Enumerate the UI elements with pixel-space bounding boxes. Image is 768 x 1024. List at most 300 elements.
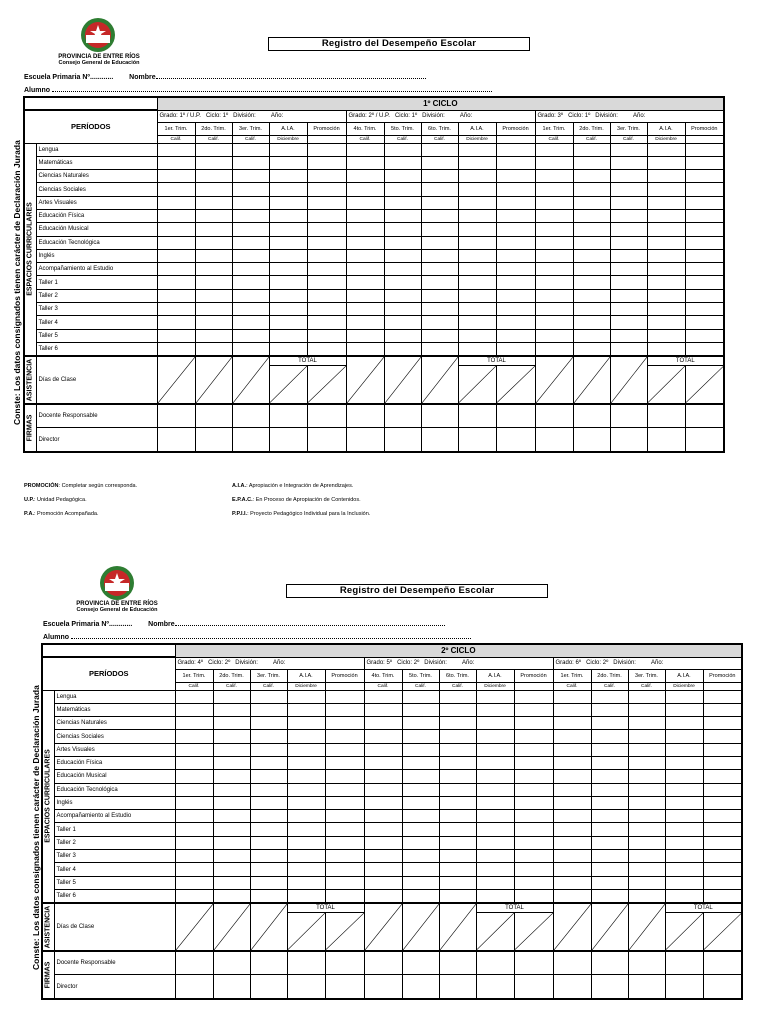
grade-cell[interactable] bbox=[573, 263, 610, 276]
grade-cell[interactable] bbox=[232, 249, 269, 262]
grade-cell[interactable] bbox=[439, 889, 476, 902]
signature-cell[interactable] bbox=[665, 951, 703, 975]
grade-cell[interactable] bbox=[628, 703, 665, 716]
grade-cell[interactable] bbox=[175, 690, 213, 703]
attendance-cell[interactable] bbox=[346, 356, 384, 404]
grade-cell[interactable] bbox=[307, 143, 346, 156]
grade-cell[interactable] bbox=[685, 236, 724, 249]
grade-cell[interactable] bbox=[573, 342, 610, 355]
grade-cell[interactable] bbox=[628, 690, 665, 703]
grade-cell[interactable] bbox=[287, 770, 325, 783]
grade-cell[interactable] bbox=[157, 289, 195, 302]
signature-cell[interactable] bbox=[287, 951, 325, 975]
grade-cell[interactable] bbox=[402, 863, 439, 876]
grade-cell[interactable] bbox=[287, 863, 325, 876]
grade-cell[interactable] bbox=[573, 289, 610, 302]
grade-cell[interactable] bbox=[307, 289, 346, 302]
grade-cell[interactable] bbox=[195, 156, 232, 169]
grade-cell[interactable] bbox=[402, 876, 439, 889]
grade-cell[interactable] bbox=[573, 196, 610, 209]
attendance-cell[interactable] bbox=[439, 903, 476, 951]
grade-cell[interactable] bbox=[496, 236, 535, 249]
grade-cell[interactable] bbox=[364, 770, 402, 783]
grade-cell[interactable] bbox=[232, 342, 269, 355]
grade-cell[interactable] bbox=[346, 316, 384, 329]
grade-cell[interactable] bbox=[553, 690, 591, 703]
signature-cell[interactable] bbox=[346, 428, 384, 452]
grade-cell[interactable] bbox=[232, 289, 269, 302]
grade-cell[interactable] bbox=[591, 823, 628, 836]
grade-cell[interactable] bbox=[269, 143, 307, 156]
grade-cell[interactable] bbox=[553, 703, 591, 716]
grade-cell[interactable] bbox=[421, 342, 458, 355]
grade-cell[interactable] bbox=[476, 863, 514, 876]
grade-cell[interactable] bbox=[287, 783, 325, 796]
grade-cell[interactable] bbox=[458, 209, 496, 222]
attendance-cell[interactable] bbox=[213, 903, 250, 951]
grade-cell[interactable] bbox=[553, 783, 591, 796]
student-field[interactable] bbox=[71, 632, 471, 639]
grade-cell[interactable] bbox=[665, 743, 703, 756]
grade-cell[interactable] bbox=[535, 249, 573, 262]
grade-cell[interactable] bbox=[364, 889, 402, 902]
grade-cell[interactable] bbox=[287, 810, 325, 823]
grade-cell[interactable] bbox=[325, 770, 364, 783]
grade-cell[interactable] bbox=[610, 276, 647, 289]
attendance-cell[interactable] bbox=[573, 356, 610, 404]
grade-cell[interactable] bbox=[458, 249, 496, 262]
grade-cell[interactable] bbox=[514, 810, 553, 823]
grade-cell[interactable] bbox=[307, 196, 346, 209]
grade-cell[interactable] bbox=[269, 342, 307, 355]
grade-cell[interactable] bbox=[703, 690, 742, 703]
grade-cell[interactable] bbox=[213, 850, 250, 863]
grade-cell[interactable] bbox=[439, 876, 476, 889]
signature-cell[interactable] bbox=[496, 404, 535, 428]
grade-cell[interactable] bbox=[325, 863, 364, 876]
grade-cell[interactable] bbox=[685, 342, 724, 355]
signature-cell[interactable] bbox=[346, 404, 384, 428]
grade-cell[interactable] bbox=[232, 196, 269, 209]
grade-cell[interactable] bbox=[346, 209, 384, 222]
grade-cell[interactable] bbox=[703, 796, 742, 809]
grade-cell[interactable] bbox=[232, 276, 269, 289]
grade-cell[interactable] bbox=[195, 183, 232, 196]
grade-cell[interactable] bbox=[232, 170, 269, 183]
signature-cell[interactable] bbox=[421, 404, 458, 428]
grade-cell[interactable] bbox=[610, 289, 647, 302]
grade-cell[interactable] bbox=[157, 183, 195, 196]
grade-cell[interactable] bbox=[269, 249, 307, 262]
grade-cell[interactable] bbox=[553, 863, 591, 876]
grade-cell[interactable] bbox=[535, 342, 573, 355]
signature-cell[interactable] bbox=[325, 975, 364, 999]
grade-cell[interactable] bbox=[213, 863, 250, 876]
grade-cell[interactable] bbox=[458, 236, 496, 249]
grade-cell[interactable] bbox=[496, 316, 535, 329]
grade-cell[interactable] bbox=[439, 850, 476, 863]
grade-cell[interactable] bbox=[553, 810, 591, 823]
grade-cell[interactable] bbox=[458, 342, 496, 355]
grade-cell[interactable] bbox=[628, 796, 665, 809]
signature-cell[interactable] bbox=[269, 428, 307, 452]
grade-cell[interactable] bbox=[195, 303, 232, 316]
grade-cell[interactable] bbox=[325, 836, 364, 849]
signature-cell[interactable] bbox=[364, 951, 402, 975]
grade-cell[interactable] bbox=[287, 703, 325, 716]
grade-cell[interactable] bbox=[703, 823, 742, 836]
grade-cell[interactable] bbox=[553, 796, 591, 809]
grade-cell[interactable] bbox=[213, 796, 250, 809]
grade-cell[interactable] bbox=[591, 863, 628, 876]
grade-cell[interactable] bbox=[610, 196, 647, 209]
grade-cell[interactable] bbox=[553, 889, 591, 902]
signature-cell[interactable] bbox=[384, 404, 421, 428]
grade-cell[interactable] bbox=[384, 223, 421, 236]
grade-cell[interactable] bbox=[269, 236, 307, 249]
grade-cell[interactable] bbox=[703, 850, 742, 863]
grade-cell[interactable] bbox=[573, 223, 610, 236]
signature-cell[interactable] bbox=[421, 428, 458, 452]
grade-cell[interactable] bbox=[269, 170, 307, 183]
grade-cell[interactable] bbox=[157, 156, 195, 169]
attendance-cell[interactable] bbox=[402, 903, 439, 951]
grade-cell[interactable] bbox=[496, 209, 535, 222]
grade-cell[interactable] bbox=[250, 770, 287, 783]
grade-cell[interactable] bbox=[287, 823, 325, 836]
grade-cell[interactable] bbox=[232, 143, 269, 156]
grade-cell[interactable] bbox=[665, 810, 703, 823]
grade-cell[interactable] bbox=[307, 329, 346, 342]
grade-cell[interactable] bbox=[573, 183, 610, 196]
grade-cell[interactable] bbox=[703, 743, 742, 756]
grade-cell[interactable] bbox=[232, 263, 269, 276]
grade-cell[interactable] bbox=[157, 276, 195, 289]
grade-cell[interactable] bbox=[421, 170, 458, 183]
grade-cell[interactable] bbox=[384, 183, 421, 196]
grade-cell[interactable] bbox=[703, 756, 742, 769]
grade-cell[interactable] bbox=[402, 703, 439, 716]
grade-cell[interactable] bbox=[269, 209, 307, 222]
grade-cell[interactable] bbox=[195, 289, 232, 302]
grade-cell[interactable] bbox=[346, 143, 384, 156]
signature-cell[interactable] bbox=[213, 975, 250, 999]
grade-cell[interactable] bbox=[175, 743, 213, 756]
grade-cell[interactable] bbox=[307, 223, 346, 236]
grade-cell[interactable] bbox=[685, 183, 724, 196]
grade-cell[interactable] bbox=[325, 730, 364, 743]
grade-cell[interactable] bbox=[685, 209, 724, 222]
attendance-cell[interactable] bbox=[553, 903, 591, 951]
attendance-cell[interactable] bbox=[384, 356, 421, 404]
grade-cell[interactable] bbox=[402, 690, 439, 703]
grade-cell[interactable] bbox=[250, 756, 287, 769]
signature-cell[interactable] bbox=[610, 404, 647, 428]
grade-cell[interactable] bbox=[535, 223, 573, 236]
grade-cell[interactable] bbox=[439, 717, 476, 730]
grade-cell[interactable] bbox=[157, 329, 195, 342]
grade-cell[interactable] bbox=[628, 876, 665, 889]
grade-cell[interactable] bbox=[458, 196, 496, 209]
grade-cell[interactable] bbox=[647, 329, 685, 342]
grade-cell[interactable] bbox=[195, 143, 232, 156]
total-cell[interactable] bbox=[307, 366, 346, 404]
grade-cell[interactable] bbox=[514, 796, 553, 809]
grade-cell[interactable] bbox=[325, 783, 364, 796]
grade-cell[interactable] bbox=[458, 263, 496, 276]
grade-cell[interactable] bbox=[496, 329, 535, 342]
signature-cell[interactable] bbox=[514, 975, 553, 999]
name-field[interactable] bbox=[175, 619, 445, 626]
grade-cell[interactable] bbox=[195, 249, 232, 262]
grade-cell[interactable] bbox=[250, 850, 287, 863]
grade-cell[interactable] bbox=[346, 303, 384, 316]
signature-cell[interactable] bbox=[175, 975, 213, 999]
grade-cell[interactable] bbox=[364, 703, 402, 716]
grade-cell[interactable] bbox=[384, 249, 421, 262]
grade-cell[interactable] bbox=[665, 823, 703, 836]
grade-cell[interactable] bbox=[421, 316, 458, 329]
grade-cell[interactable] bbox=[269, 276, 307, 289]
grade-cell[interactable] bbox=[439, 823, 476, 836]
grade-cell[interactable] bbox=[364, 823, 402, 836]
grade-cell[interactable] bbox=[439, 690, 476, 703]
grade-cell[interactable] bbox=[458, 223, 496, 236]
grade-cell[interactable] bbox=[665, 850, 703, 863]
grade-cell[interactable] bbox=[703, 730, 742, 743]
grade-cell[interactable] bbox=[439, 836, 476, 849]
grade-cell[interactable] bbox=[213, 810, 250, 823]
grade-cell[interactable] bbox=[250, 889, 287, 902]
grade-cell[interactable] bbox=[553, 770, 591, 783]
grade-cell[interactable] bbox=[476, 823, 514, 836]
grade-cell[interactable] bbox=[610, 303, 647, 316]
grade-cell[interactable] bbox=[384, 170, 421, 183]
signature-cell[interactable] bbox=[325, 951, 364, 975]
grade-cell[interactable] bbox=[647, 183, 685, 196]
grade-cell[interactable] bbox=[535, 170, 573, 183]
grade-cell[interactable] bbox=[402, 783, 439, 796]
grade-cell[interactable] bbox=[665, 730, 703, 743]
grade-cell[interactable] bbox=[269, 223, 307, 236]
grade-cell[interactable] bbox=[610, 223, 647, 236]
grade-cell[interactable] bbox=[665, 796, 703, 809]
grade-cell[interactable] bbox=[535, 263, 573, 276]
grade-cell[interactable] bbox=[476, 743, 514, 756]
grade-cell[interactable] bbox=[591, 770, 628, 783]
grade-cell[interactable] bbox=[703, 836, 742, 849]
signature-cell[interactable] bbox=[269, 404, 307, 428]
signature-cell[interactable] bbox=[213, 951, 250, 975]
grade-cell[interactable] bbox=[325, 796, 364, 809]
grade-cell[interactable] bbox=[703, 717, 742, 730]
grade-cell[interactable] bbox=[325, 876, 364, 889]
grade-cell[interactable] bbox=[421, 289, 458, 302]
grade-cell[interactable] bbox=[535, 289, 573, 302]
grade-cell[interactable] bbox=[573, 170, 610, 183]
grade-cell[interactable] bbox=[250, 690, 287, 703]
grade-cell[interactable] bbox=[665, 863, 703, 876]
signature-cell[interactable] bbox=[157, 404, 195, 428]
signature-cell[interactable] bbox=[439, 951, 476, 975]
grade-cell[interactable] bbox=[364, 730, 402, 743]
signature-cell[interactable] bbox=[476, 951, 514, 975]
grade-cell[interactable] bbox=[665, 876, 703, 889]
grade-cell[interactable] bbox=[269, 263, 307, 276]
signature-cell[interactable] bbox=[402, 951, 439, 975]
grade-cell[interactable] bbox=[346, 263, 384, 276]
grade-cell[interactable] bbox=[476, 876, 514, 889]
grade-cell[interactable] bbox=[269, 183, 307, 196]
grade-cell[interactable] bbox=[685, 329, 724, 342]
grade-cell[interactable] bbox=[421, 156, 458, 169]
grade-cell[interactable] bbox=[610, 236, 647, 249]
grade-cell[interactable] bbox=[553, 876, 591, 889]
grade-cell[interactable] bbox=[610, 156, 647, 169]
grade-cell[interactable] bbox=[175, 823, 213, 836]
grade-cell[interactable] bbox=[610, 170, 647, 183]
signature-cell[interactable] bbox=[647, 428, 685, 452]
grade-cell[interactable] bbox=[591, 703, 628, 716]
grade-cell[interactable] bbox=[175, 796, 213, 809]
grade-cell[interactable] bbox=[591, 730, 628, 743]
grade-cell[interactable] bbox=[553, 836, 591, 849]
total-cell[interactable] bbox=[685, 366, 724, 404]
grade-cell[interactable] bbox=[213, 690, 250, 703]
grade-cell[interactable] bbox=[514, 836, 553, 849]
grade-cell[interactable] bbox=[307, 316, 346, 329]
grade-cell[interactable] bbox=[496, 143, 535, 156]
attendance-cell[interactable] bbox=[232, 356, 269, 404]
grade-cell[interactable] bbox=[685, 170, 724, 183]
grade-cell[interactable] bbox=[402, 730, 439, 743]
grade-cell[interactable] bbox=[685, 316, 724, 329]
signature-cell[interactable] bbox=[591, 951, 628, 975]
grade-cell[interactable] bbox=[496, 170, 535, 183]
grade-cell[interactable] bbox=[573, 276, 610, 289]
grade-cell[interactable] bbox=[364, 690, 402, 703]
grade-cell[interactable] bbox=[628, 770, 665, 783]
grade-cell[interactable] bbox=[573, 303, 610, 316]
grade-cell[interactable] bbox=[476, 717, 514, 730]
grade-cell[interactable] bbox=[307, 156, 346, 169]
grade-cell[interactable] bbox=[591, 743, 628, 756]
grade-cell[interactable] bbox=[402, 756, 439, 769]
signature-cell[interactable] bbox=[439, 975, 476, 999]
grade-cell[interactable] bbox=[610, 263, 647, 276]
grade-cell[interactable] bbox=[535, 196, 573, 209]
grade-cell[interactable] bbox=[685, 156, 724, 169]
attendance-cell[interactable] bbox=[157, 356, 195, 404]
grade-cell[interactable] bbox=[535, 329, 573, 342]
grade-cell[interactable] bbox=[685, 303, 724, 316]
signature-cell[interactable] bbox=[610, 428, 647, 452]
grade-cell[interactable] bbox=[628, 850, 665, 863]
grade-cell[interactable] bbox=[476, 730, 514, 743]
signature-cell[interactable] bbox=[232, 404, 269, 428]
grade-cell[interactable] bbox=[402, 743, 439, 756]
grade-cell[interactable] bbox=[195, 342, 232, 355]
grade-cell[interactable] bbox=[325, 717, 364, 730]
grade-cell[interactable] bbox=[346, 183, 384, 196]
grade-cell[interactable] bbox=[307, 183, 346, 196]
grade-cell[interactable] bbox=[269, 316, 307, 329]
grade-cell[interactable] bbox=[364, 863, 402, 876]
grade-cell[interactable] bbox=[384, 263, 421, 276]
grade-cell[interactable] bbox=[496, 263, 535, 276]
grade-cell[interactable] bbox=[685, 249, 724, 262]
signature-cell[interactable] bbox=[647, 404, 685, 428]
grade-cell[interactable] bbox=[232, 156, 269, 169]
grade-cell[interactable] bbox=[325, 690, 364, 703]
grade-cell[interactable] bbox=[364, 717, 402, 730]
signature-cell[interactable] bbox=[514, 951, 553, 975]
grade-cell[interactable] bbox=[157, 316, 195, 329]
grade-cell[interactable] bbox=[157, 236, 195, 249]
grade-cell[interactable] bbox=[496, 276, 535, 289]
grade-cell[interactable] bbox=[307, 249, 346, 262]
grade-cell[interactable] bbox=[250, 717, 287, 730]
grade-cell[interactable] bbox=[287, 889, 325, 902]
grade-cell[interactable] bbox=[384, 143, 421, 156]
grade-cell[interactable] bbox=[421, 143, 458, 156]
grade-cell[interactable] bbox=[514, 743, 553, 756]
grade-cell[interactable] bbox=[157, 170, 195, 183]
grade-cell[interactable] bbox=[364, 796, 402, 809]
grade-cell[interactable] bbox=[307, 170, 346, 183]
grade-cell[interactable] bbox=[402, 850, 439, 863]
grade-cell[interactable] bbox=[439, 770, 476, 783]
grade-cell[interactable] bbox=[496, 156, 535, 169]
grade-cell[interactable] bbox=[250, 796, 287, 809]
grade-cell[interactable] bbox=[458, 316, 496, 329]
grade-cell[interactable] bbox=[647, 156, 685, 169]
grade-cell[interactable] bbox=[514, 703, 553, 716]
grade-cell[interactable] bbox=[250, 703, 287, 716]
grade-cell[interactable] bbox=[439, 756, 476, 769]
grade-cell[interactable] bbox=[591, 690, 628, 703]
grade-cell[interactable] bbox=[685, 143, 724, 156]
grade-cell[interactable] bbox=[421, 303, 458, 316]
grade-cell[interactable] bbox=[402, 717, 439, 730]
grade-cell[interactable] bbox=[573, 156, 610, 169]
grade-cell[interactable] bbox=[647, 263, 685, 276]
grade-cell[interactable] bbox=[307, 276, 346, 289]
signature-cell[interactable] bbox=[384, 428, 421, 452]
grade-cell[interactable] bbox=[175, 810, 213, 823]
grade-cell[interactable] bbox=[703, 889, 742, 902]
signature-cell[interactable] bbox=[307, 428, 346, 452]
grade-cell[interactable] bbox=[402, 823, 439, 836]
grade-cell[interactable] bbox=[628, 743, 665, 756]
grade-cell[interactable] bbox=[175, 703, 213, 716]
grade-cell[interactable] bbox=[665, 889, 703, 902]
attendance-cell[interactable] bbox=[628, 903, 665, 951]
grade-cell[interactable] bbox=[591, 836, 628, 849]
grade-cell[interactable] bbox=[514, 690, 553, 703]
grade-cell[interactable] bbox=[458, 303, 496, 316]
grade-cell[interactable] bbox=[175, 730, 213, 743]
grade-cell[interactable] bbox=[573, 249, 610, 262]
grade-cell[interactable] bbox=[591, 810, 628, 823]
total-cell[interactable] bbox=[269, 366, 307, 404]
grade-cell[interactable] bbox=[402, 796, 439, 809]
grade-cell[interactable] bbox=[195, 316, 232, 329]
grade-cell[interactable] bbox=[553, 756, 591, 769]
grade-cell[interactable] bbox=[535, 303, 573, 316]
total-cell[interactable] bbox=[325, 913, 364, 951]
grade-cell[interactable] bbox=[647, 223, 685, 236]
